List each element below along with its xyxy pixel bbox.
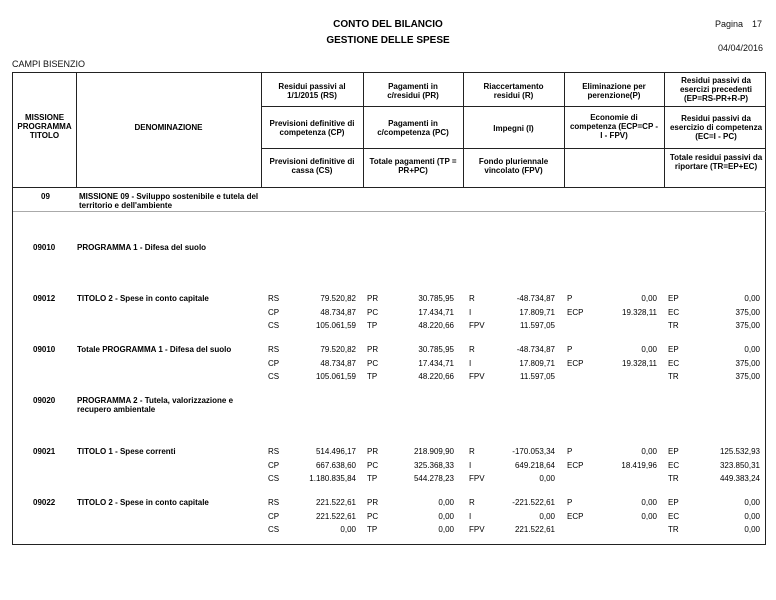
row-key-e: TR — [668, 321, 679, 330]
row-value-e: 0,00 — [744, 511, 760, 521]
row-value-d: 0,00 — [641, 294, 657, 303]
block-code: 09010 — [33, 345, 56, 354]
row-key-b: PR — [367, 294, 379, 303]
programma2-title-line2: recupero ambientale — [77, 405, 156, 414]
row-key-a: CP — [268, 460, 280, 470]
row-value-c: 0,00 — [539, 511, 555, 521]
header-cs: Previsioni definitive di cassa (CS) — [269, 157, 355, 175]
row-key-e: EP — [668, 345, 679, 354]
header-fpv: Fondo pluriennale vincolato (FPV) — [478, 157, 549, 175]
row-value-d: 0,00 — [641, 498, 657, 507]
row-key-b: TP — [367, 372, 378, 381]
row-key-a: CS — [268, 474, 280, 483]
block-label: Totale PROGRAMMA 1 - Difesa del suolo — [77, 345, 232, 354]
row-key-e: EC — [668, 358, 680, 368]
row-key-d: ECP — [567, 460, 584, 470]
row-key-c: I — [469, 511, 472, 521]
row-key-e: EP — [668, 294, 679, 303]
programma1-title: PROGRAMMA 1 - Difesa del suolo — [77, 243, 207, 252]
row-key-a: RS — [268, 294, 280, 303]
row-value-c: 649.218,64 — [514, 460, 555, 470]
row-key-a: CS — [268, 525, 280, 534]
row-key-e: TR — [668, 525, 679, 534]
row-key-d: P — [567, 447, 573, 456]
row-key-a: RS — [268, 345, 280, 354]
row-value-c: -221.522,61 — [512, 498, 555, 507]
row-value-c: 11.597,05 — [520, 321, 555, 330]
row-value-a: 105.061,59 — [315, 372, 356, 381]
row-value-d: 0,00 — [641, 345, 657, 354]
row-value-b: 544.278,23 — [413, 474, 454, 483]
row-key-d: P — [567, 345, 573, 354]
row-value-a: 48.734,87 — [320, 307, 356, 317]
report-subtitle: GESTIONE DELLE SPESE — [326, 35, 450, 46]
report-date: 04/04/2016 — [718, 43, 764, 53]
row-value-a: 0,00 — [340, 525, 356, 534]
header-pr: Pagamenti in c/residui (PR) — [387, 82, 439, 100]
row-key-c: FPV — [469, 525, 485, 534]
row-value-e: 0,00 — [744, 345, 760, 354]
header-tp: Totale pagamenti (TP = PR+PC) — [369, 157, 457, 175]
page-number: 17 — [752, 19, 763, 29]
header-cp: Previsioni definitive di competenza (CP) — [269, 119, 355, 137]
row-value-b: 0,00 — [438, 511, 454, 521]
row-value-a: 48.734,87 — [320, 358, 356, 368]
row-value-e: 449.383,24 — [719, 474, 760, 483]
row-key-a: CP — [268, 307, 280, 317]
header-r: Riaccertamento residui (R) — [483, 82, 544, 100]
row-value-d: 18.419,96 — [621, 460, 657, 470]
block-code: 09021 — [33, 447, 56, 456]
row-value-e: 375,00 — [735, 307, 760, 317]
row-value-e: 125.532,93 — [719, 447, 760, 456]
row-key-c: FPV — [469, 372, 485, 381]
row-value-a: 79.520,82 — [320, 294, 356, 303]
missione-title-line2: territorio e dell'ambiente — [79, 201, 173, 210]
row-value-b: 48.220,66 — [418, 321, 454, 330]
row-key-c: I — [469, 460, 472, 470]
row-value-c: -170.053,34 — [512, 447, 555, 456]
block-label: TITOLO 1 - Spese correnti — [77, 447, 176, 456]
row-value-a: 105.061,59 — [315, 321, 356, 330]
programma1-code: 09010 — [33, 243, 56, 252]
row-key-b: TP — [367, 525, 378, 534]
row-value-e: 323.850,31 — [719, 460, 760, 470]
row-key-e: EC — [668, 307, 680, 317]
row-value-c: 17.809,71 — [519, 307, 555, 317]
row-key-a: CP — [268, 358, 280, 368]
row-key-b: PC — [367, 460, 379, 470]
row-key-e: TR — [668, 474, 679, 483]
row-value-a: 221.522,61 — [315, 511, 356, 521]
row-key-a: RS — [268, 447, 280, 456]
row-value-b: 0,00 — [438, 498, 454, 507]
block-code: 09022 — [33, 498, 56, 507]
row-value-a: 514.496,17 — [315, 447, 356, 456]
row-value-b: 30.785,95 — [418, 294, 454, 303]
page-label: Pagina — [715, 19, 744, 29]
row-value-d: 0,00 — [641, 511, 657, 521]
row-key-d: ECP — [567, 511, 584, 521]
row-key-a: CP — [268, 511, 280, 521]
row-key-d: ECP — [567, 307, 584, 317]
row-value-d: 19.328,11 — [622, 358, 657, 368]
row-key-c: R — [469, 498, 475, 507]
block-label: TITOLO 2 - Spese in conto capitale — [77, 498, 209, 507]
header-ep: Residui passivi da esercizi precedenti (EP=RS-PR+R-P) — [679, 76, 753, 103]
row-key-c: R — [469, 447, 475, 456]
header-ec: Residui passivi da esercizio di competenza (EC=I - PC) — [669, 114, 763, 141]
row-key-b: PC — [367, 307, 379, 317]
row-value-d: 19.328,11 — [622, 307, 657, 317]
row-key-b: PR — [367, 345, 379, 354]
row-value-e: 375,00 — [735, 321, 760, 330]
block-code: 09012 — [33, 294, 56, 303]
row-key-c: I — [469, 307, 472, 317]
row-value-b: 325.368,33 — [413, 460, 454, 470]
row-key-b: TP — [367, 474, 378, 483]
row-value-a: 79.520,82 — [320, 345, 356, 354]
header-tr: Totale residui passivi da riportare (TR=EP+EC) — [669, 153, 763, 171]
header-denominazione: DENOMINAZIONE — [134, 123, 203, 132]
row-key-e: EC — [668, 511, 680, 521]
row-key-b: PR — [367, 498, 379, 507]
row-value-e: 375,00 — [735, 358, 760, 368]
row-key-a: CS — [268, 372, 280, 381]
row-key-c: R — [469, 345, 475, 354]
row-key-a: CS — [268, 321, 280, 330]
block-label: TITOLO 2 - Spese in conto capitale — [77, 294, 209, 303]
row-value-e: 0,00 — [744, 525, 760, 534]
row-value-b: 30.785,95 — [418, 345, 454, 354]
row-key-e: EP — [668, 447, 679, 456]
header-ecp: Economie di competenza (ECP=CP - I - FPV) — [569, 113, 659, 140]
row-key-c: FPV — [469, 321, 485, 330]
row-value-c: 221.522,61 — [514, 525, 555, 534]
row-value-c: 11.597,05 — [520, 372, 555, 381]
spese-table — [12, 72, 766, 545]
row-key-b: PC — [367, 358, 379, 368]
entity-name: CAMPI BISENZIO — [12, 59, 86, 69]
report-title: CONTO DEL BILANCIO — [333, 19, 443, 30]
row-value-c: 17.809,71 — [519, 358, 555, 368]
row-value-b: 218.909,90 — [413, 447, 454, 456]
row-key-e: TR — [668, 372, 679, 381]
row-key-a: RS — [268, 498, 280, 507]
row-key-d: ECP — [567, 358, 584, 368]
row-key-b: PR — [367, 447, 379, 456]
row-key-b: PC — [367, 511, 379, 521]
row-value-e: 0,00 — [744, 498, 760, 507]
row-value-e: 0,00 — [744, 294, 760, 303]
row-key-c: I — [469, 358, 472, 368]
row-value-b: 17.434,71 — [418, 307, 454, 317]
row-key-c: R — [469, 294, 475, 303]
row-key-d: P — [567, 498, 573, 507]
missione-code: 09 — [41, 192, 50, 201]
row-value-a: 221.522,61 — [315, 498, 356, 507]
row-value-b: 48.220,66 — [418, 372, 454, 381]
row-key-c: FPV — [469, 474, 485, 483]
header-rs: Residui passivi al 1/1/2015 (RS) — [278, 82, 346, 100]
header-p: Eliminazione per perenzione(P) — [582, 82, 646, 100]
row-key-e: EP — [668, 498, 679, 507]
row-value-b: 0,00 — [438, 525, 454, 534]
row-value-b: 17.434,71 — [418, 358, 454, 368]
header-i: Impegni (I) — [493, 124, 534, 133]
row-key-d: P — [567, 294, 573, 303]
row-value-c: -48.734,87 — [516, 345, 555, 354]
header-pc: Pagamenti in c/competenza (PC) — [377, 119, 449, 137]
row-value-c: -48.734,87 — [516, 294, 555, 303]
row-value-a: 667.638,60 — [315, 460, 356, 470]
missione-title-line1: MISSIONE 09 - Sviluppo sostenibile e tutela del — [79, 192, 259, 201]
row-value-c: 0,00 — [539, 474, 555, 483]
row-value-a: 1.180.835,84 — [309, 474, 356, 483]
row-value-e: 375,00 — [735, 372, 760, 381]
programma2-code: 09020 — [33, 396, 56, 405]
row-key-b: TP — [367, 321, 378, 330]
row-key-e: EC — [668, 460, 680, 470]
header-missione: MISSIONE PROGRAMMA TITOLO — [17, 113, 72, 140]
programma2-title-line1: PROGRAMMA 2 - Tutela, valorizzazione e — [77, 396, 234, 405]
row-value-d: 0,00 — [641, 447, 657, 456]
